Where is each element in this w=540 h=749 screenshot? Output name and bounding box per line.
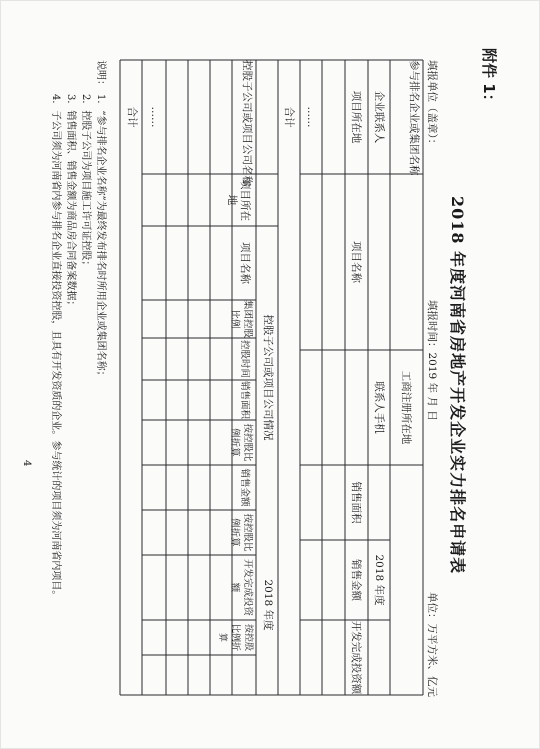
total-label-upper: 合计 [283, 106, 295, 128]
note-2: 2．控股子公司为项目施工许可证控股； [80, 94, 91, 271]
sales-amount-label-lower: 销售金额 [239, 468, 250, 507]
phone-label: 联系人手机 [373, 381, 385, 434]
year-2018-label-lower: 2018 年度 [262, 579, 274, 631]
page-number: 4 [21, 460, 32, 467]
area-by-ratio-label: 按控股比例折算 [229, 423, 253, 462]
ellipsis-lower: …… [149, 106, 161, 128]
project-name-label-lower: 项目名称 [239, 242, 251, 284]
ellipsis-upper: …… [305, 106, 317, 128]
holding-time-label: 控股时间 [239, 339, 250, 378]
holding-section-label: 控股子公司或项目公司情况 [262, 314, 274, 441]
year-2018-label-upper: 2018 年度 [373, 554, 385, 606]
fill-unit-label: 填报单位（盖章）： [426, 60, 438, 150]
sales-area-label-upper: 销售面积 [350, 481, 362, 524]
sub-company-label: 控股子公司或项目公司名称 [241, 60, 253, 186]
project-location-label-upper: 项目所在地 [350, 90, 362, 144]
invest-by-ratio-label: 按控股比例折算 [217, 623, 253, 651]
sales-area-label-lower: 销售面积 [239, 380, 250, 419]
fill-time-label: 填报时间：2019 年 月 日 [426, 300, 438, 421]
form-title: 2018 年度河南省房地产开发企业实力排名申请表 [448, 196, 467, 575]
notes-prefix: 说明： [95, 60, 106, 90]
group-ratio-label: 集团控股比例 [229, 300, 253, 339]
note-3: 3．销售面积、销售金额为商品房合同备案数据； [65, 94, 76, 311]
company-name-label: 参与排名企业或集团名称 [408, 60, 420, 176]
dev-investment-label-lower: 开发完成投资额 [229, 558, 253, 616]
attachment-label: 附件 1： [480, 48, 498, 109]
dev-investment-label-upper: 开发完成投资额 [350, 620, 362, 695]
amount-by-ratio-label: 按控股比例折算 [229, 513, 253, 552]
unit-label: 单位：万平方米、亿元 [426, 592, 438, 697]
note-1: 1．“参与排名企业名称”为最终发布排名时所用企业或集团名称； [95, 94, 106, 381]
reg-location-label: 工商注册所在地 [400, 370, 412, 445]
sales-amount-label-upper: 销售金额 [350, 559, 362, 601]
project-location-label-lower: 项目所在地 [226, 179, 251, 221]
note-4: 4．子公司须为河南省内参与排名企业直接投资控股，且具有开发资质的企业。参与统计的项目须为河南省内项目。 [50, 94, 61, 601]
contact-label: 企业联系人 [373, 90, 385, 144]
project-name-label-upper: 项目名称 [350, 241, 362, 283]
total-label-lower: 合计 [126, 106, 138, 128]
